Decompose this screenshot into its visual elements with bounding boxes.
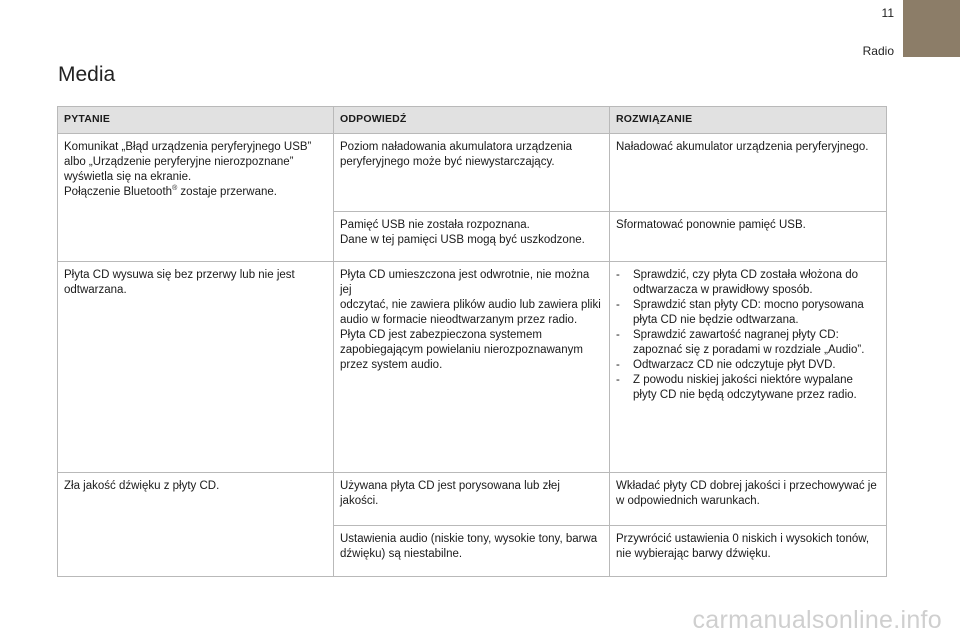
registered-mark: ® xyxy=(172,185,178,193)
column-header-answer: ODPOWIEDŹ xyxy=(334,107,610,134)
list-item: - Sprawdzić zawartość nagranej płyty CD: zapoznać się z poradami w rozdziale „Audio”. xyxy=(616,328,878,358)
solution-text: Sformatować ponownie pamięć USB. xyxy=(616,219,806,231)
answer-text: Płyta CD umieszczona jest odwrotnie, nie można jej odczytać, nie zawiera plików audio lub zawiera pliki audio w formacie nieodtwarzanym przez radio. Płyta CD jest zabezpieczona systemem zapobiegającym powielaniu nierozpoznawanym przez system audio. xyxy=(340,269,601,371)
answer-text: Używana płyta CD jest porysowana lub złej jakości. xyxy=(340,480,560,507)
solution-cell xyxy=(610,134,887,212)
page-number: 11 xyxy=(881,6,894,20)
list-item: - Sprawdzić, czy płyta CD została włożona do odtwarzacza w prawidłowy sposób. xyxy=(616,268,878,298)
watermark: carmanualsonline.info xyxy=(692,606,942,634)
section-tab-block xyxy=(903,0,960,57)
answer-text: Ustawienia audio (niskie tony, wysokie tony, barwa dźwięku) są niestabilne. xyxy=(340,533,598,560)
solution-cell xyxy=(610,473,887,526)
answer-text: Pamięć USB nie została rozpoznana. Dane w tej pamięci USB mogą być uszkodzone. xyxy=(340,219,585,246)
list-item: - Odtwarzacz CD nie odczytuje płyt DVD. xyxy=(616,358,878,373)
list-item: - Z powodu niskiej jakości niektóre wypalane płyty CD nie będą odczytywane przez radio. xyxy=(616,373,878,403)
column-header-solution: ROZWIĄZANIE xyxy=(610,107,887,134)
column-header-question: PYTANIE xyxy=(58,107,334,134)
question-cell xyxy=(58,473,334,577)
solution-cell xyxy=(610,212,887,262)
answer-cell xyxy=(334,134,610,212)
solution-list xyxy=(616,268,878,403)
answer-cell xyxy=(334,473,610,526)
solution-cell xyxy=(610,526,887,577)
table-row xyxy=(58,262,887,473)
question-text: Zła jakość dźwięku z płyty CD. xyxy=(64,480,220,492)
answer-text: Poziom naładowania akumulatora urządzenia peryferyjnego może być niewystarczający. xyxy=(340,141,573,168)
answer-cell xyxy=(334,526,610,577)
section-name: Radio xyxy=(862,44,894,58)
table-row xyxy=(58,134,887,212)
solution-text: Wkładać płyty CD dobrej jakości i przechowywać je w odpowiednich warunkach. xyxy=(616,480,877,507)
question-cell xyxy=(58,262,334,473)
solution-text: Naładować akumulator urządzenia peryferyjnego. xyxy=(616,141,869,153)
question-cell xyxy=(58,134,334,262)
question-text-tail: zostaje przerwane. xyxy=(177,186,277,198)
solution-text: Przywrócić ustawienia 0 niskich i wysokich tonów, nie wybierając barwy dźwięku. xyxy=(616,533,870,560)
table-header-row xyxy=(58,107,887,134)
question-text: Płyta CD wysuwa się bez przerwy lub nie jest odtwarzana. xyxy=(64,269,295,296)
question-text: Komunikat „Błąd urządzenia peryferyjnego USB” albo „Urządzenie peryferyjne nierozpoznane” wyświetla się na ekranie. Połączenie Bluetooth xyxy=(64,141,312,198)
qa-table xyxy=(57,106,887,577)
table-row xyxy=(58,473,887,526)
solution-cell xyxy=(610,262,887,473)
list-item: - Sprawdzić stan płyty CD: mocno porysowana płyta CD nie będzie odtwarzana. xyxy=(616,298,878,328)
answer-cell xyxy=(334,262,610,473)
page-title: Media xyxy=(58,63,116,86)
answer-cell xyxy=(334,212,610,262)
